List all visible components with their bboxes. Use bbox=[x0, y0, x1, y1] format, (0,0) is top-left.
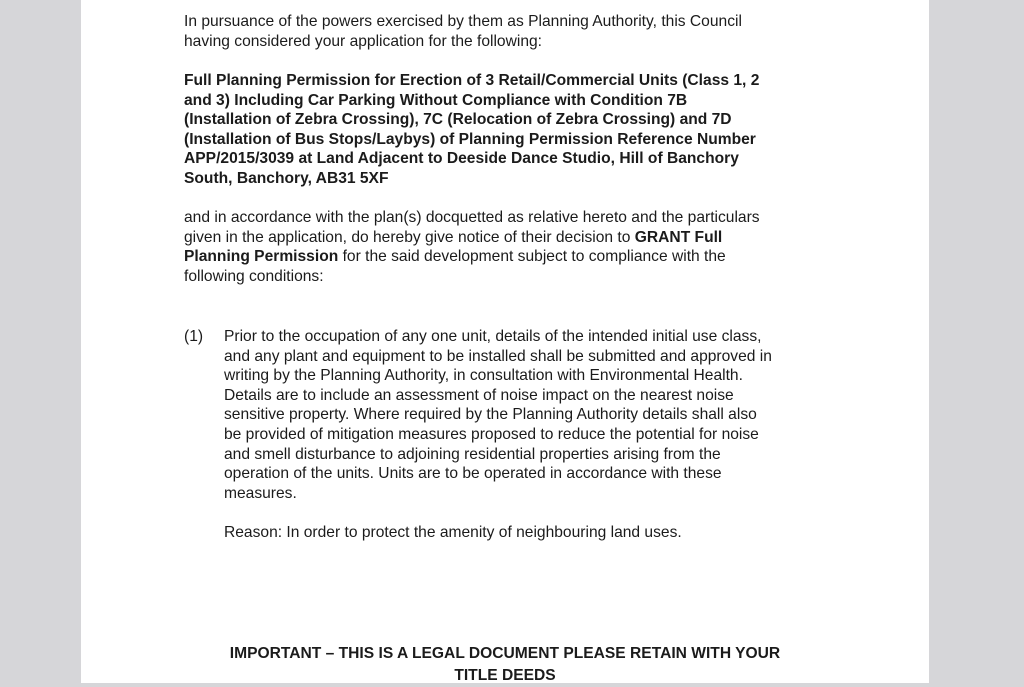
legal-notice bbox=[191, 643, 819, 687]
proposal-line: APP/2015/3039 at Land Adjacent to Deeside Dance Studio, Hill of Banchory bbox=[184, 150, 739, 168]
condition-line: sensitive property. Where required by the Planning Authority details shall also bbox=[224, 406, 757, 424]
decision-text: given in the application, do hereby give notice of their decision to bbox=[184, 228, 635, 246]
condition-line: Prior to the occupation of any one unit, details of the intended initial use class, bbox=[224, 328, 762, 345]
proposal-line: South, Banchory, AB31 5XF bbox=[184, 169, 389, 187]
condition-line: Details are to include an assessment of noise impact on the nearest noise bbox=[224, 386, 734, 404]
decision-text: for the said development subject to compliance with the bbox=[338, 248, 726, 266]
condition-line: operation of the units. Units are to be operated in accordance with these bbox=[224, 465, 722, 483]
condition-line: and smell disturbance to adjoining residential properties arising from the bbox=[224, 445, 721, 463]
legal-notice-line: IMPORTANT – THIS IS A LEGAL DOCUMENT PLEASE RETAIN WITH YOUR bbox=[229, 645, 781, 662]
intro-paragraph bbox=[184, 12, 824, 51]
decision-line: and in accordance with the plan(s) docquetted as relative hereto and the particulars bbox=[184, 209, 760, 226]
decision-line: following conditions: bbox=[184, 267, 324, 285]
condition-line: and any plant and equipment to be installed shall be submitted and approved in bbox=[224, 347, 772, 365]
document-page bbox=[81, 0, 929, 683]
intro-line: In pursuance of the powers exercised by them as Planning Authority, this Council bbox=[184, 13, 742, 30]
proposal-line: (Installation of Zebra Crossing), 7C (Relocation of Zebra Crossing) and 7D bbox=[184, 111, 732, 129]
proposal-description bbox=[184, 71, 834, 189]
proposal-line: (Installation of Bus Stops/Laybys) of Planning Permission Reference Number bbox=[184, 130, 756, 148]
condition-line: measures. bbox=[224, 484, 297, 502]
condition-line: be provided of mitigation measures proposed to reduce the potential for noise bbox=[224, 425, 759, 443]
proposal-line: Full Planning Permission for Erection of 3 Retail/Commercial Units (Class 1, 2 bbox=[184, 72, 760, 89]
condition-number: (1) bbox=[184, 328, 204, 345]
condition-reason: Reason: In order to protect the amenity of neighbouring land uses. bbox=[224, 524, 682, 541]
intro-line: having considered your application for the following: bbox=[184, 32, 543, 50]
proposal-line: and 3) Including Car Parking Without Compliance with Condition 7B bbox=[184, 91, 688, 109]
decision-line bbox=[184, 228, 834, 248]
decision-permission-bold: Planning Permission bbox=[184, 248, 339, 266]
decision-line bbox=[184, 247, 834, 267]
decision-grant-bold: GRANT Full bbox=[634, 228, 723, 246]
legal-notice-line: TITLE DEEDS bbox=[454, 667, 556, 684]
decision-paragraph bbox=[184, 208, 834, 286]
condition-line: writing by the Planning Authority, in consultation with Environmental Health. bbox=[224, 367, 743, 385]
condition-text bbox=[224, 327, 830, 503]
